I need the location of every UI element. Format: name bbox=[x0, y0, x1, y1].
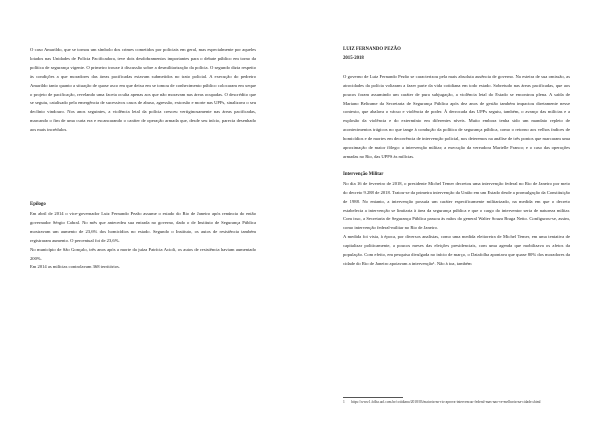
chapter-subheading: 2015-2018 bbox=[343, 55, 364, 61]
footnote-divider bbox=[343, 397, 403, 398]
spacer bbox=[343, 162, 570, 171]
chapter-heading: LUIZ FERNANDO PEZÃO bbox=[343, 47, 401, 52]
paragraph: No dia 16 de fevereiro de 2018, o presidente Michel Temer decretou uma intervenção federal no Rio de Janeiro por meio do decreto 9.288 de 2018. Tratou-se da primeira intervenção da União em um Estado desde a promulgação da Constituição de 1988. No entanto, a intervenção possuía um caráter especificamente militarizado, na medida em que o decreto estabelecia a intervenção se limitaria à área da segurança pública e que o cargo do interventor seria de natureza militar. Com isso, a Secretaria de Segurança Pública passou às mãos do general Walter Souza Braga Netto. Configurou-se, assim, como intervenção federal-militar no Rio de Janeiro. bbox=[343, 180, 570, 231]
paragraph: Em abril de 2014 o vice-governador Luiz Fernando Pezão assume o estado do Rio de Janeiro após renúncia do então governador Sérgio Cabral. No mês que antecedeu sua entrada no governo, dado o de Instituto de Segurança Pública mostravam um aumento de 23,6% dos homicídios no estado. Segundo o Instituto, os autos de resistência também registraram aumento. O percentual foi de 23,6%. bbox=[30, 210, 256, 243]
spacer bbox=[30, 135, 256, 201]
paragraph: Em 2014 as milícias controlavam 368 territórios. bbox=[30, 264, 120, 270]
section-heading-epilogo: Epílogo bbox=[30, 202, 46, 208]
paragraph: A medida foi vista, à época, por diversos analistas, como uma medida eleitoreira de Michel Temer, em uma tentativa de capitalizar politicamente, a poucos meses das eleições presidenciais, com uma agenda que mobilizava os afetos da população. Com efeito, em pesquisa divulgada no início de março, o Datafolha apontava que quase 80% dos moradores da cidade do Rio de Janeiro apoiavam a intervenção¹. Não à toa, também bbox=[343, 234, 570, 266]
spacer bbox=[343, 64, 570, 73]
left-column bbox=[30, 46, 256, 272]
section-heading-intervencao: Intervenção Militar bbox=[343, 171, 384, 177]
paragraph: O caso Amarildo, que se tornou um símbolo dos crimes cometidos por policiais em geral, mas especialmente por aqueles lotados nas Unidades de Polícia Pacificadora, teve dois desdobramentos importantes para o debate público em torno da política de segurança vigente. O primeiro trouxe à discussão sobre a desmilitarização da polícia. O segundo dizia respeito às condições a que moradores das áreas pacificadas estavam submetidos no trato policial. A execução do pedreiro Amarildo tanto quanto a situação de quase asco em que deixa em se tomou de conhecimento público colocaram em xeque o projeto de pacificação, revelando uma faceta oculta apenas aos que não moravam nas áreas ocupadas. O descrédito que se seguiu, catalisado pela emergência de sucessivos casos de abuso, agressão, extorsão e morte nas UPPs, sinalizava o seu declínio vindouro. Nos anos seguintes, a violência letal da polícia cresceu vertiginosamente nas áreas pacificadas, marcando o fim de uma curta era e escancarando o caráter de operação armada que, desde seu início, parecia desenhado aos mais incrédulos. bbox=[30, 47, 256, 133]
footnote-number: 1 bbox=[343, 400, 345, 404]
footnote-link[interactable]: https://www1.folha.uol.com.br/cotidiano/2018/03/maioria-no-rio-aprova-intervencao-federal-mas-nao-ve-melhoria-na-cidade.shtml bbox=[351, 400, 541, 404]
paragraph: No município de São Gonçalo, três anos após a morte da juíza Patrícia Acioli, os autos de resistência haviam aumentado 200%. bbox=[30, 246, 256, 261]
paragraph: O governo de Luiz Fernando Pezão se caracterizou pela mais absoluta ausência de governo. Na esteira de sua omissão, as atrocidades da polícia voltaram a fazer parte da vida cotidiana em todo estado. Sobretudo nas áreas pacificadas, que aos poucos foram assumindo um caráter de pura subjugação, a violência letal do Estado se encontrou plena. A saída de Mariano Beltrame da Secretaria de Segurança Pública após dez anos de gestão também impactou diretamente nesse contexto, que abalava o vácuo e violência de poder. À derrocada das UPPs seguiu, também, o avanço das milícias e a explosão da violência e do extermínio em diferentes níveis. Muito embora tenha sido um mandato repleto de acontecimentos trágicos no que tange à condução da política de segurança pública, como o retorno aos velhos índices de homicídios e de mortes em decorrência de intervenção policial, nos deteremos na análise de três pontos que marcaram uma aproximação de maior fôlego: a intervenção militar; a execução da vereadora Marielle Franco; e o caso das operações armadas no Rio, das UPPS às milícias. bbox=[343, 73, 570, 159]
footnote bbox=[343, 399, 570, 405]
right-column bbox=[343, 46, 570, 269]
